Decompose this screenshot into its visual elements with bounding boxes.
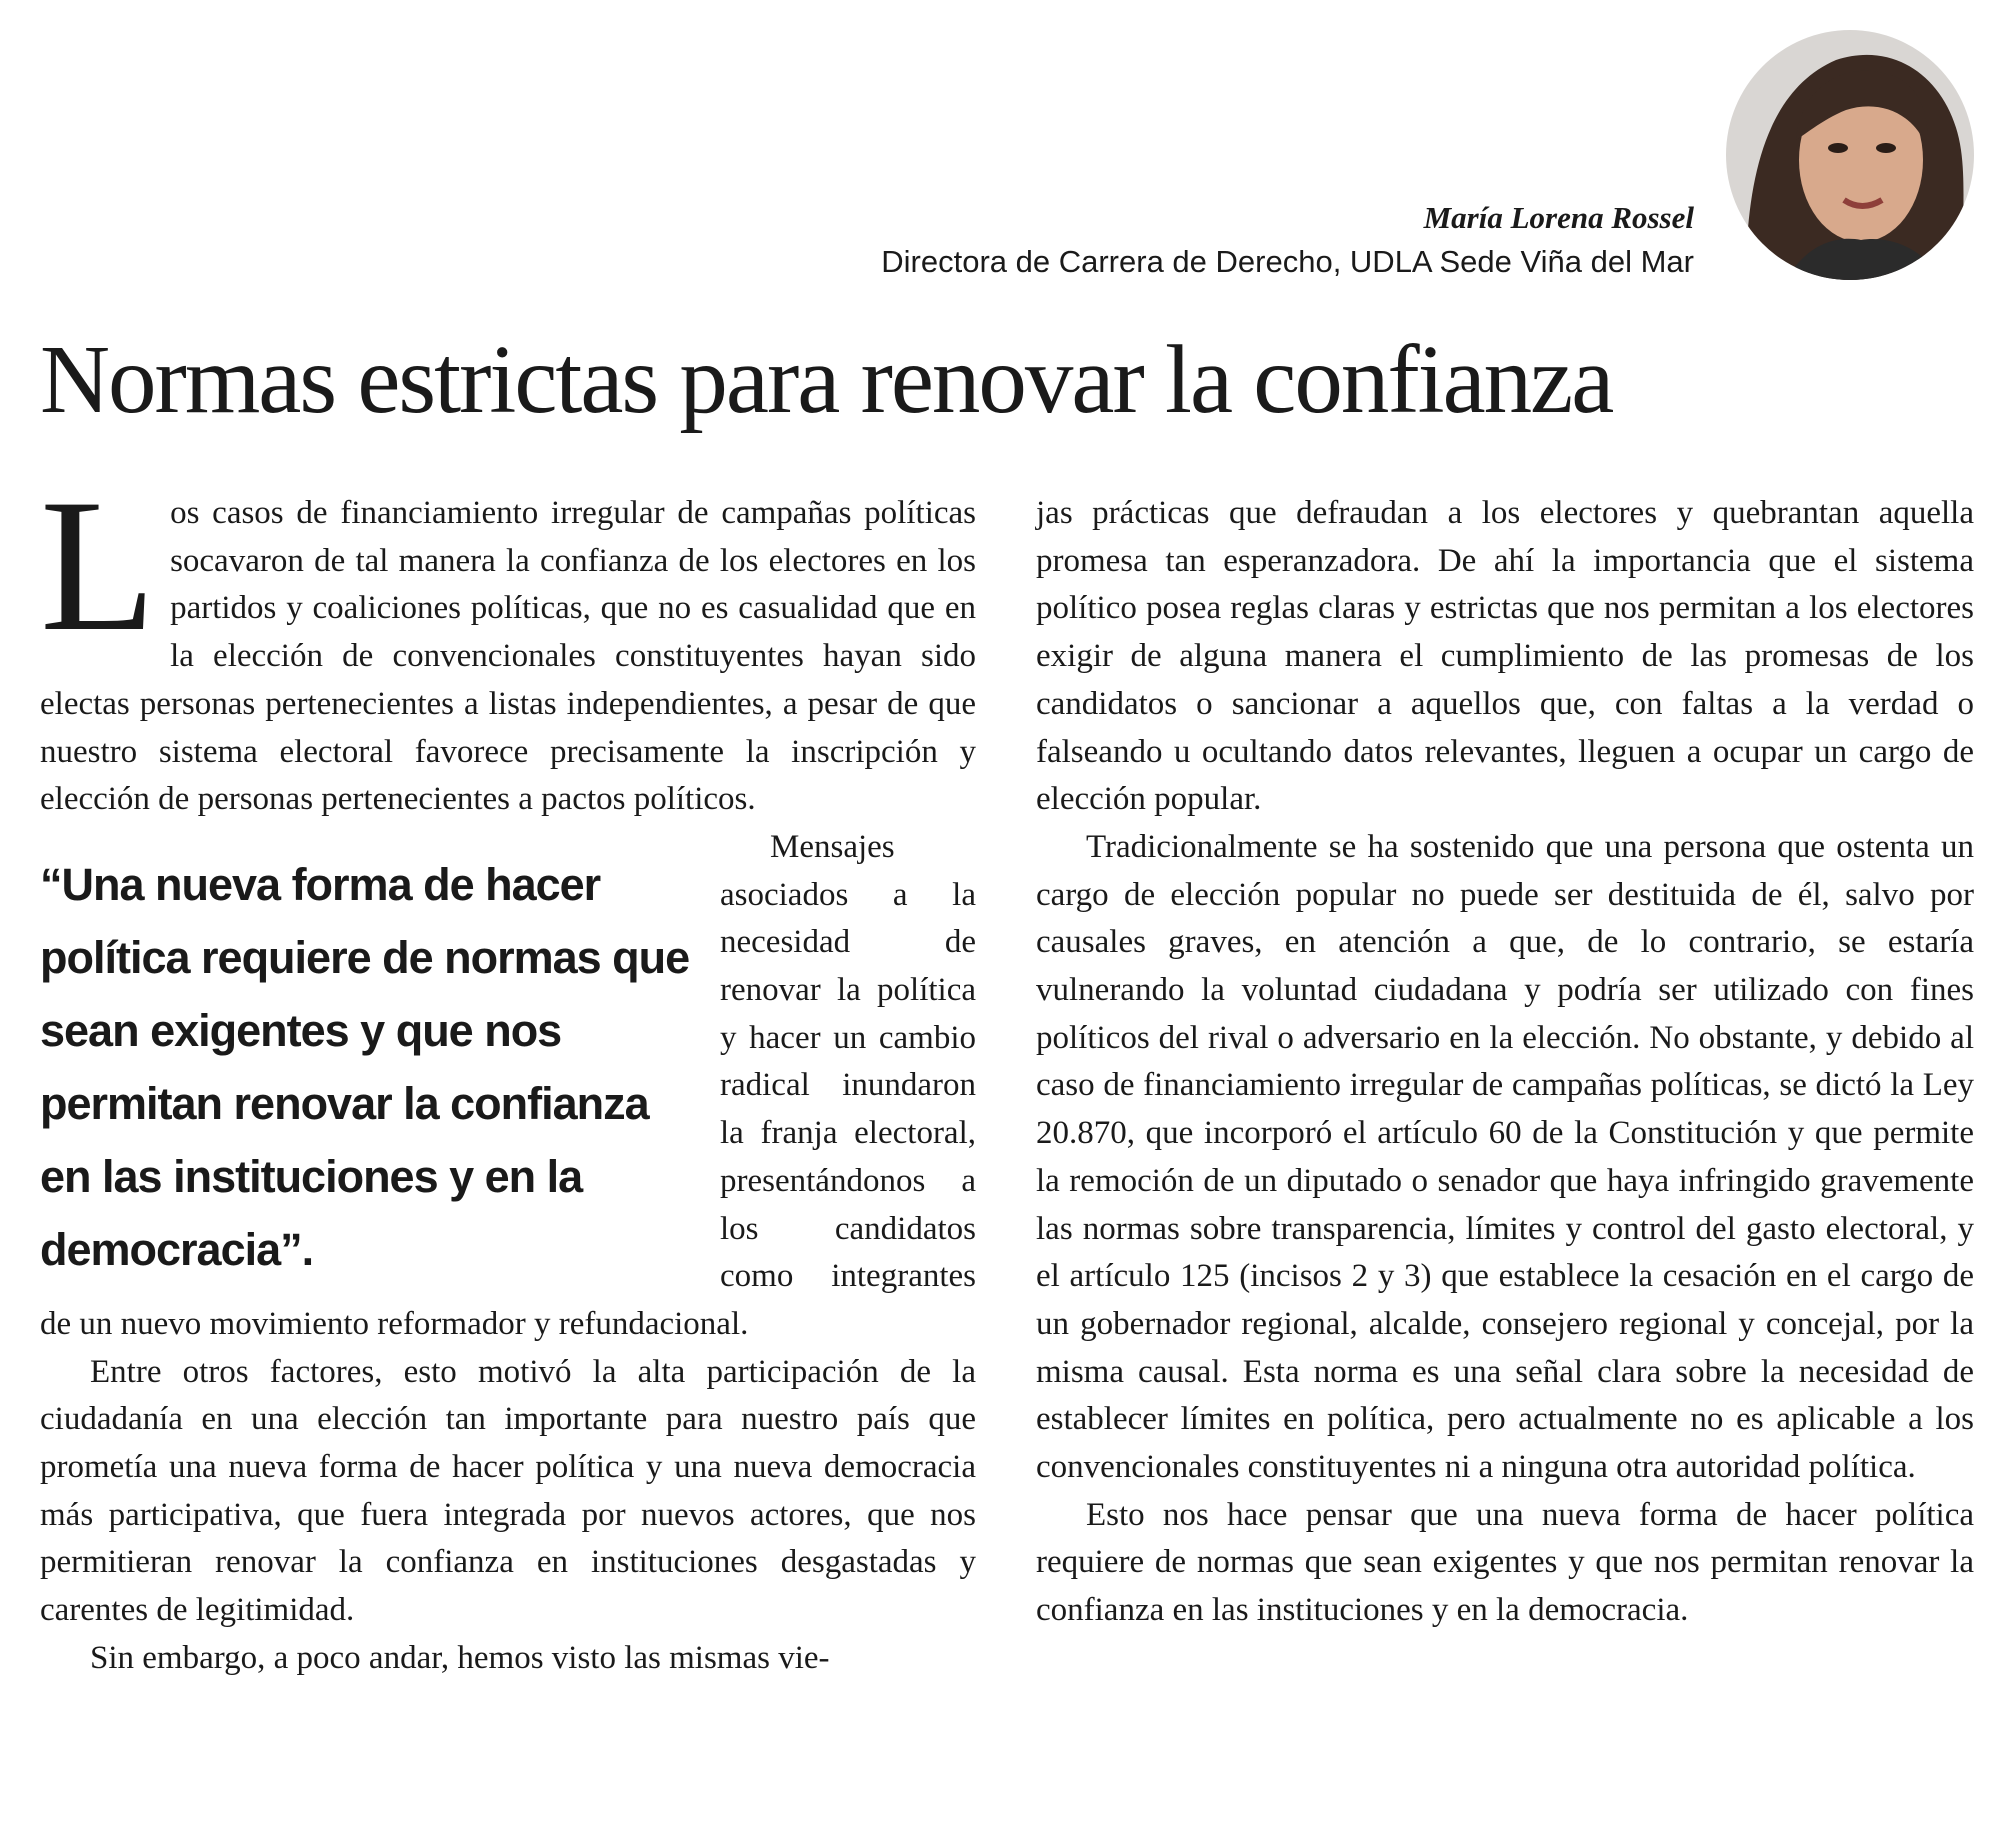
author-name: María Lorena Rossel — [1423, 200, 1694, 235]
paragraph-4-start: Sin embargo, a poco andar, hemos visto las mismas vie- — [90, 1639, 830, 1676]
paragraph-1-text: os casos de financiamiento irregular de campañas políticas socavaron de tal manera la confianza de los electores en los partidos y coaliciones políticas, que no es casualidad que en la elección de convencionales constituyentes hayan sido electas personas pertenecientes a listas independientes, a pesar de que nuestro sistema electoral favorece precisamente la inscripción y elección de personas pertenecientes a pactos políticos. — [40, 495, 976, 818]
paragraph-3: Entre otros factores, esto motivó la alta participación de la ciudadanía en una elección tan importante para nuestro país que prometía una nueva forma de hacer política y una nueva democracia más participativa, que fuera integrada por nuevos actores, que nos permitieran renovar la confianza en instituciones desgastadas y carentes de legitimidad. — [40, 1353, 976, 1629]
paragraph-1 — [40, 461, 976, 824]
paragraph-6: Esto nos hace pensar que una nueva forma de hacer política requiere de normas que sean exigentes y que nos permitan renovar la confianza en las instituciones y en la democracia. — [1036, 1496, 1974, 1629]
column-right — [1036, 490, 1974, 1635]
drop-cap: L — [40, 461, 157, 671]
paragraph-2: Mensajes asociados a la necesidad de renovar la política y hacer un cambio radical inundaron la franja electoral, presentándonos a los candidatos como integrantes de un nuevo movimiento reformador y refundacional. — [40, 828, 976, 1342]
pull-quote: “Una nueva forma de hacer política requiere de normas que sean exigentes y que nos permitan renovar la confianza en las instituciones y en la democracia”. — [40, 858, 690, 1275]
headline: Normas estrictas para renovar la confianza — [40, 326, 1613, 433]
paragraph-4-end: jas prácticas que defraudan a los electores y quebrantan aquella promesa tan esperanzadora. De ahí la importancia que el sistema político posea reglas claras y estrictas que nos permitan a los electores exigir de alguna manera el cumplimiento de las promesas de los candidatos o sancionar a aquellos que, con faltas a la verdad o falseando u ocultando datos relevantes, lleguen a ocupar un cargo de elección popular. — [1036, 495, 1974, 818]
paragraph-5: Tradicionalmente se ha sostenido que una persona que ostenta un cargo de elección popular no puede ser destituida de él, salvo por causales graves, en atención a que, de lo contrario, se estaría vulnerando la voluntad ciudadana y podría ser utilizado con fines políticos del rival o adversario en la elección. No obstante, y debido al caso de financiamiento irregular de campañas políticas, se dictó la Ley 20.870, que incorporó el artículo 60 de la Constitución y que permite la remoción de un diputado o senador que haya infringido gravemente las normas sobre transparencia, límites y control del gasto electoral, y el artículo 125 (incisos 2 y 3) que establece la cesación en el cargo de un gobernador regional, alcalde, consejero regional y concejal, por la misma causal. Esta norma es una señal clara sobre la necesidad de establecer límites en política, pero actualmente no es aplicable a los convencionales constituyentes ni a ninguna otra autoridad política. — [1036, 828, 1974, 1486]
byline — [881, 196, 1694, 284]
author-photo — [1726, 30, 1974, 280]
column-left — [40, 461, 976, 1683]
author-role: Directora de Carrera de Derecho, UDLA Sede Viña del Mar — [881, 244, 1694, 279]
